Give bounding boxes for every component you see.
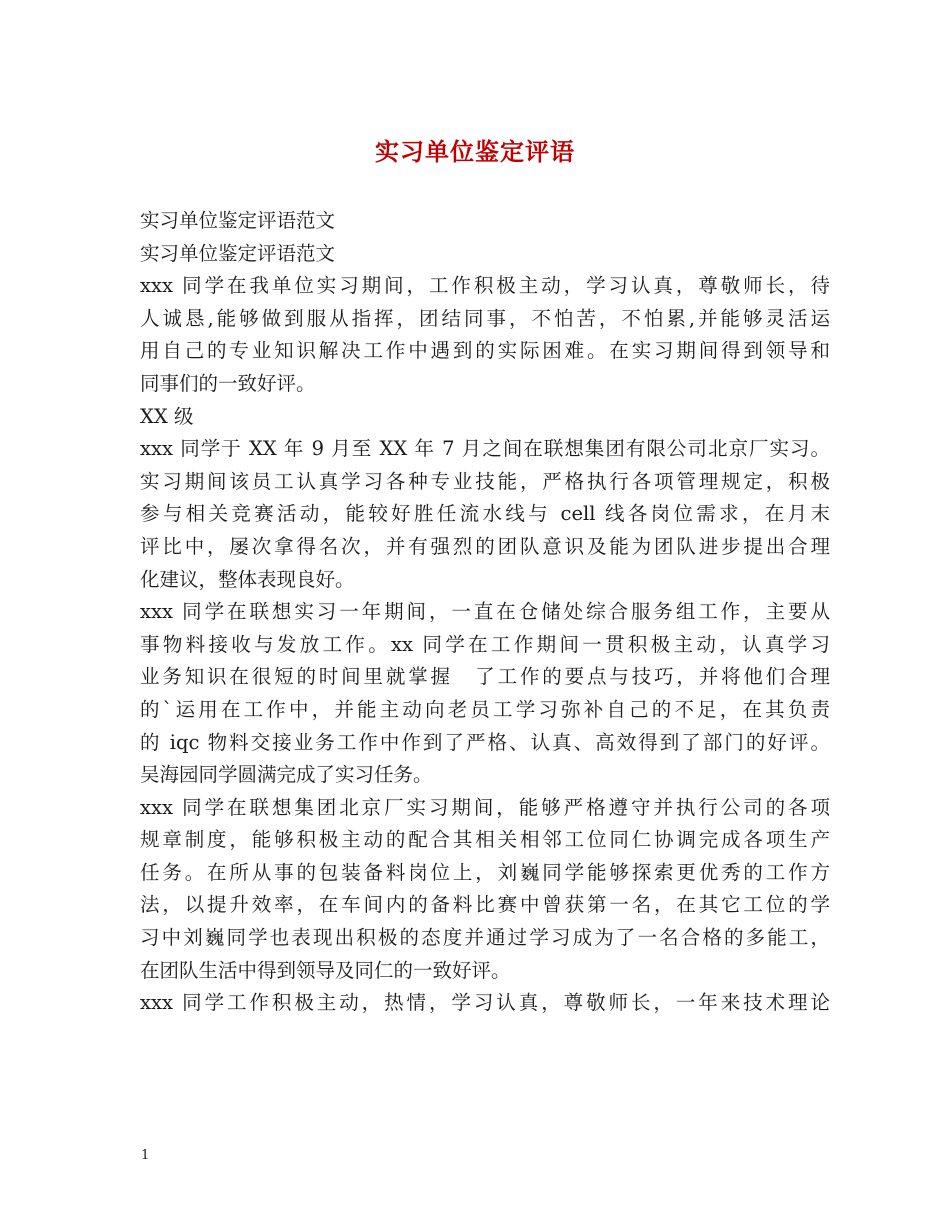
text-line: XX 级 — [140, 404, 194, 428]
text-line: 法，以提升效率，在车间内的备料比赛中曾获第一名，在其它工位的学 — [140, 893, 830, 917]
text-line: 吴海园同学圆满完成了实习任务。 — [140, 763, 433, 787]
text-line: 事物料接收与发放工作。xx 同学在工作期间一贯积极主动，认真学习 — [140, 632, 830, 656]
text-line: 规章制度，能够积极主动的配合其相关相邻工位同仁协调完成各项生产 — [140, 828, 830, 852]
text-line: 实习单位鉴定评语范文 — [140, 209, 336, 232]
text-line: 在团队生活中得到领导及同仁的一致好评。 — [140, 958, 511, 982]
text-line: 用自己的专业知识解决工作中遇到的实际困难。在实习期间得到领导和 — [140, 339, 830, 363]
text-line: 的 iqc 物料交接业务工作中作到了严格、认真、高效得到了部门的好评。 — [140, 730, 830, 754]
text-line: 习中刘巍同学也表现出积极的态度并通过学习成为了一名合格的多能工， — [140, 926, 830, 950]
text-line: 参与相关竞赛活动，能较好胜任流水线与 cell 线各岗位需求，在月末 — [140, 502, 830, 526]
text-line: 化建议，整体表现良好。 — [140, 567, 355, 591]
text-line: xxx 同学于 XX 年 9 月至 XX 年 7 月之间在联想集团有限公司北京厂实习。 — [140, 437, 830, 461]
text-line: 实习单位鉴定评语范文 — [140, 241, 336, 265]
text-line: 的`运用在工作中，并能主动向老员工学习弥补自己的不足，在其负责 — [140, 697, 830, 721]
document-body — [140, 205, 830, 1020]
text-line: xxx 同学在我单位实习期间，工作积极主动，学习认真，尊敬师长，待 — [140, 274, 830, 298]
page-number: 1 — [141, 1148, 150, 1163]
text-line: xxx 同学在联想实习一年期间，一直在仓储处综合服务组工作，主要从 — [140, 600, 830, 624]
text-line: 任务。在所从事的包装备料岗位上，刘巍同学能够探索更优秀的工作方 — [140, 860, 830, 884]
text-line: 业务知识在很短的时间里就掌握 了工作的要点与技巧，并将他们合理 — [140, 665, 830, 689]
text-line: xxx 同学工作积极主动，热情，学习认真，尊敬师长，一年来技术理论 — [140, 991, 830, 1015]
text-line: xxx 同学在联想集团北京厂实习期间，能够严格遵守并执行公司的各项 — [140, 795, 830, 819]
text-line: 人诚恳,能够做到服从指挥，团结同事，不怕苦，不怕累,并能够灵活运 — [140, 306, 830, 330]
text-line: 实习期间该员工认真学习各种专业技能，严格执行各项管理规定，积极 — [140, 469, 830, 493]
text-line: 同事们的一致好评。 — [140, 371, 316, 395]
text-line: 评比中，屡次拿得名次，并有强烈的团队意识及能为团队进步提出合理 — [140, 534, 830, 558]
document-title: 实习单位鉴定评语 — [375, 137, 575, 166]
